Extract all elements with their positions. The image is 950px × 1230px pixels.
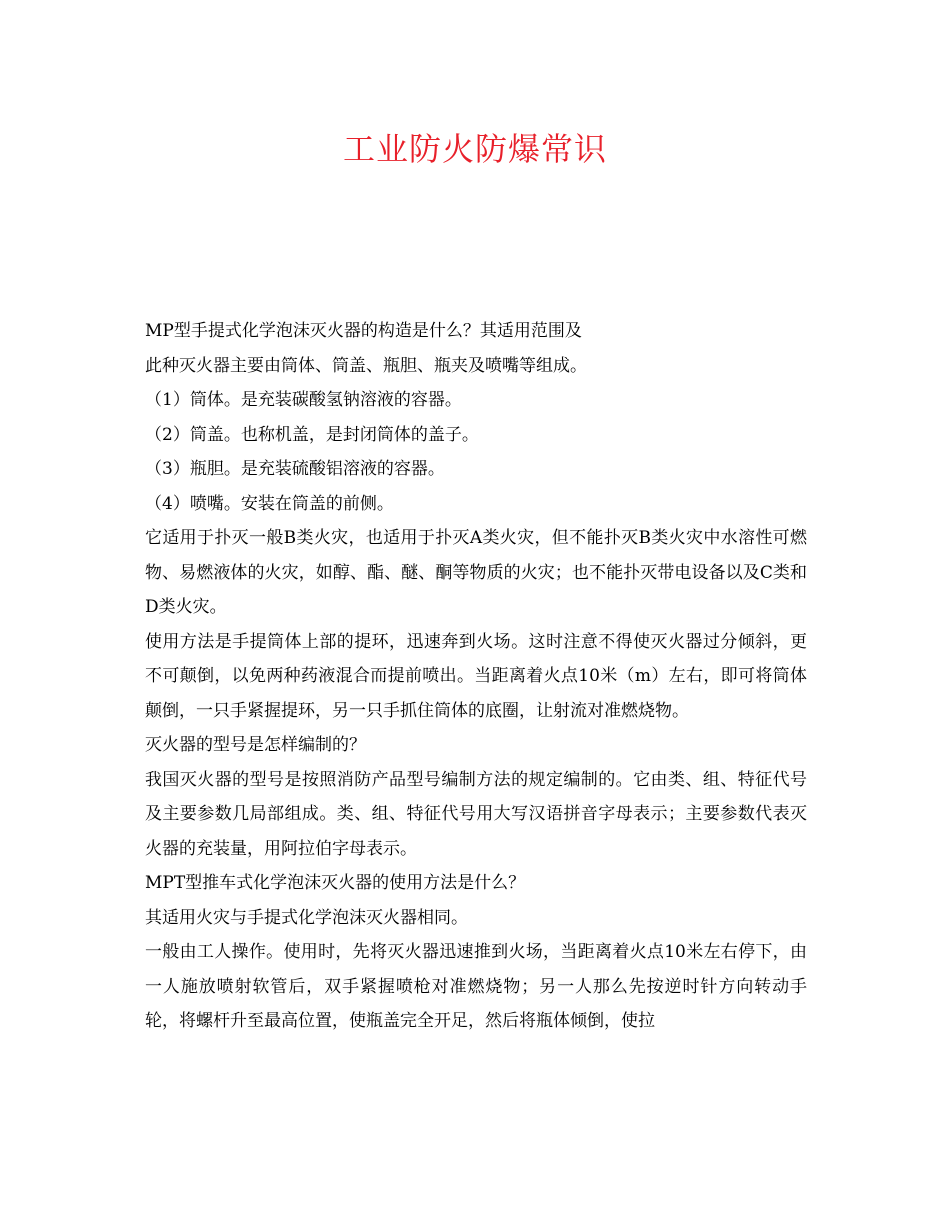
paragraph-components: 此种灭火器主要由筒体、筒盖、瓶胆、瓶夹及喷嘴等组成。	[145, 355, 587, 376]
paragraph-item-3: （3）瓶胆。是充装硫酸铝溶液的容器。	[145, 459, 445, 479]
document-title: 工业防火防爆常识	[342, 130, 607, 168]
document-body	[145, 314, 807, 1039]
paragraph-mpt-operation: 一般由工人操作。使用时，先将灭火器迅速推到火场，当距离着火点10米左右停下，由一人施放喷射软管后，双手紧握喷枪对准燃烧物；另一人那么先按逆时针方向转动手轮，将螺杆升至最高位置，使瓶盖完全开足，然后将瓶体倾倒，使拉	[145, 942, 807, 1031]
paragraph-item-4: （4）喷嘴。安装在筒盖的前侧。	[145, 493, 394, 514]
paragraph-question-model: 灭火器的型号是怎样编制的？	[145, 735, 366, 755]
paragraph-scope: 它适用于扑灭一般B类火灾，也适用于扑灭A类火灾，但不能扑灭B类火灾中水溶性可燃物、易燃液体的火灾，如醇、酯、醚、酮等物质的火灾；也不能扑灭带电设备以及C类和D类火灾。	[145, 528, 807, 617]
paragraph-question-mpt-usage: MPT型推车式化学泡沫灭火器的使用方法是什么？	[145, 873, 526, 893]
paragraph-usage: 使用方法是手提筒体上部的提环，迅速奔到火场。这时注意不得使灭火器过分倾斜，更不可颠倒，以免两种药液混合而提前喷出。当距离着火点10米（m）左右，即可将筒体颠倒，一只手紧握提环，另一只手抓住筒体的底圈，让射流对准燃烧物。	[145, 631, 807, 721]
paragraph-item-1: （1）筒体。是充装碳酸氢钠溶液的容器。	[145, 390, 462, 410]
paragraph-model-answer: 我国灭火器的型号是按照消防产品型号编制方法的规定编制的。它由类、组、特征代号及主要参数几局部组成。类、组、特征代号用大写汉语拼音字母表示；主要参数代表灭火器的充装量，用阿拉伯字母表示。	[145, 769, 807, 859]
paragraph-mpt-scope: 其适用火灾与手提式化学泡沫灭火器相同。	[145, 907, 468, 928]
paragraph-question-mp-structure: MP型手提式化学泡沫灭火器的构造是什么？其适用范围及	[145, 321, 582, 341]
paragraph-item-2: （2）筒盖。也称机盖，是封闭筒体的盖子。	[145, 424, 479, 445]
